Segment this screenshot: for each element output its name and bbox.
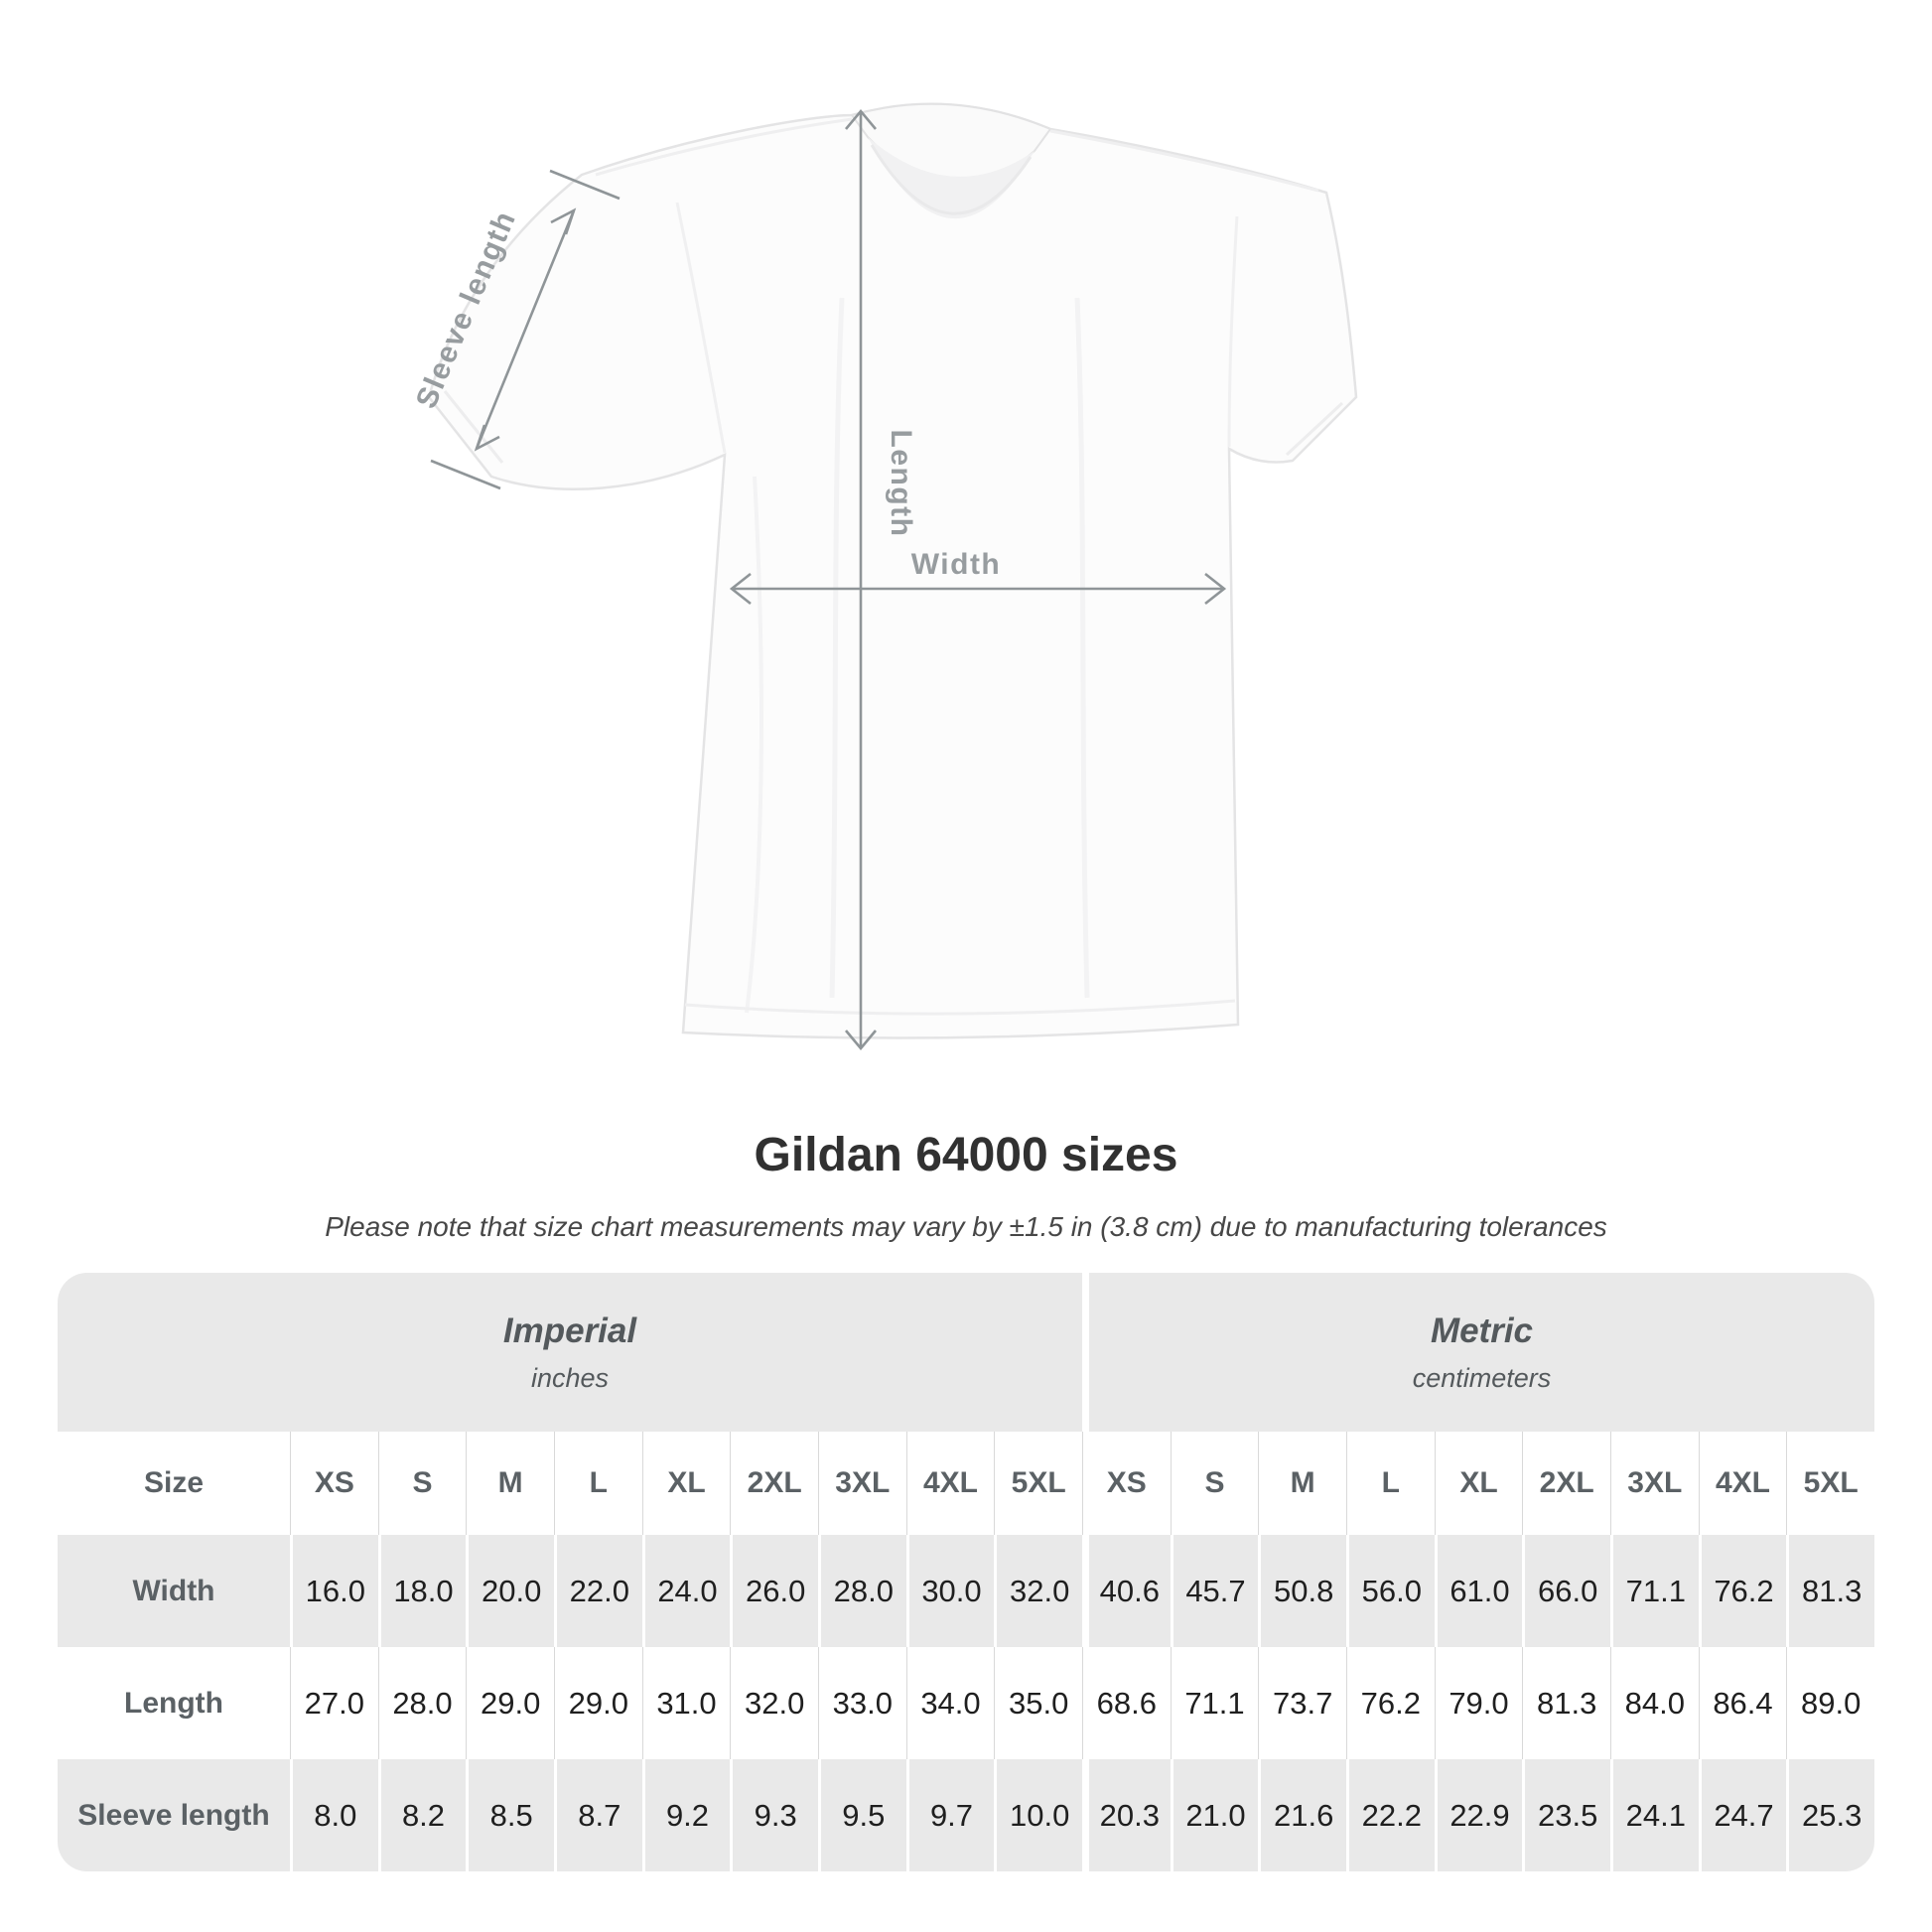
size-header-cell: M xyxy=(466,1432,554,1535)
imperial-section-unit: inches xyxy=(530,1362,610,1393)
value-cell: 73.7 xyxy=(1258,1647,1346,1759)
imperial-section-title: Imperial xyxy=(502,1311,637,1350)
value-cell: 22.2 xyxy=(1346,1759,1435,1871)
value-cell: 84.0 xyxy=(1610,1647,1699,1759)
size-header-cell: XS xyxy=(290,1432,378,1535)
value-cell: 21.0 xyxy=(1171,1759,1259,1871)
value-cell: 9.2 xyxy=(642,1759,731,1871)
value-cell: 89.0 xyxy=(1786,1647,1874,1759)
value-cell: 66.0 xyxy=(1522,1535,1610,1647)
value-cell: 86.4 xyxy=(1699,1647,1787,1759)
value-cell: 22.9 xyxy=(1435,1759,1523,1871)
value-cell: 8.5 xyxy=(466,1759,554,1871)
length-label: Length xyxy=(885,429,917,538)
value-cell: 71.1 xyxy=(1610,1535,1699,1647)
row-label: Length xyxy=(58,1647,290,1759)
value-cell: 20.0 xyxy=(466,1535,554,1647)
value-cell: 24.1 xyxy=(1610,1759,1699,1871)
tolerance-note: Please note that size chart measurements may vary by ±1.5 in (3.8 cm) due to manufacturing tolerances xyxy=(325,1211,1607,1242)
value-cell: 50.8 xyxy=(1258,1535,1346,1647)
value-cell: 45.7 xyxy=(1171,1535,1259,1647)
value-cell: 23.5 xyxy=(1522,1759,1610,1871)
value-cell: 18.0 xyxy=(378,1535,467,1647)
row-label: Width xyxy=(58,1535,290,1647)
value-cell: 32.0 xyxy=(994,1535,1082,1647)
value-cell: 33.0 xyxy=(818,1647,906,1759)
value-cell: 8.7 xyxy=(554,1759,642,1871)
value-cell: 25.3 xyxy=(1786,1759,1874,1871)
value-cell: 56.0 xyxy=(1346,1535,1435,1647)
size-header-cell: L xyxy=(554,1432,642,1535)
value-cell: 26.0 xyxy=(730,1535,818,1647)
size-header-cell: 5XL xyxy=(1786,1432,1874,1535)
size-header-cell: 2XL xyxy=(1522,1432,1610,1535)
value-cell: 21.6 xyxy=(1258,1759,1346,1871)
size-header-cell: 3XL xyxy=(818,1432,906,1535)
size-header-cell: 4XL xyxy=(1699,1432,1787,1535)
value-cell: 79.0 xyxy=(1435,1647,1523,1759)
value-cell: 8.0 xyxy=(290,1759,378,1871)
size-header-cell: S xyxy=(378,1432,467,1535)
row-label: Sleeve length xyxy=(58,1759,290,1871)
size-header-cell: L xyxy=(1346,1432,1435,1535)
value-cell: 24.7 xyxy=(1699,1759,1787,1871)
size-header-cell: XL xyxy=(642,1432,731,1535)
value-cell: 29.0 xyxy=(466,1647,554,1759)
value-cell: 76.2 xyxy=(1699,1535,1787,1647)
size-column-header: Size xyxy=(58,1432,290,1535)
imperial-section-header xyxy=(58,1273,1082,1432)
size-header-cell: 5XL xyxy=(994,1432,1082,1535)
page-title: Gildan 64000 sizes xyxy=(754,1129,1178,1181)
metric-section-header xyxy=(1082,1273,1874,1432)
value-cell: 16.0 xyxy=(290,1535,378,1647)
value-cell: 29.0 xyxy=(554,1647,642,1759)
size-header-cell: 2XL xyxy=(730,1432,818,1535)
size-table xyxy=(58,1273,1874,1871)
size-header-cell: 4XL xyxy=(906,1432,995,1535)
value-cell: 40.6 xyxy=(1082,1535,1171,1647)
value-cell: 9.5 xyxy=(818,1759,906,1871)
value-cell: 31.0 xyxy=(642,1647,731,1759)
width-label: Width xyxy=(910,548,1002,581)
metric-section-unit: centimeters xyxy=(1412,1362,1552,1393)
value-cell: 28.0 xyxy=(818,1535,906,1647)
value-cell: 35.0 xyxy=(994,1647,1082,1759)
size-header-cell: XL xyxy=(1435,1432,1523,1535)
size-header-cell: 3XL xyxy=(1610,1432,1699,1535)
value-cell: 9.7 xyxy=(906,1759,995,1871)
value-cell: 27.0 xyxy=(290,1647,378,1759)
value-cell: 24.0 xyxy=(642,1535,731,1647)
value-cell: 20.3 xyxy=(1082,1759,1171,1871)
value-cell: 76.2 xyxy=(1346,1647,1435,1759)
value-cell: 22.0 xyxy=(554,1535,642,1647)
tshirt-silhouette xyxy=(429,104,1356,1038)
metric-section-title: Metric xyxy=(1430,1311,1534,1350)
value-cell: 34.0 xyxy=(906,1647,995,1759)
value-cell: 32.0 xyxy=(730,1647,818,1759)
size-header-cell: S xyxy=(1171,1432,1259,1535)
value-cell: 61.0 xyxy=(1435,1535,1523,1647)
size-header-cell: M xyxy=(1258,1432,1346,1535)
value-cell: 81.3 xyxy=(1522,1647,1610,1759)
sleeve-length-label: Sleeve length xyxy=(409,206,523,414)
value-cell: 30.0 xyxy=(906,1535,995,1647)
value-cell: 9.3 xyxy=(730,1759,818,1871)
value-cell: 68.6 xyxy=(1082,1647,1171,1759)
value-cell: 81.3 xyxy=(1786,1535,1874,1647)
size-header-cell: XS xyxy=(1082,1432,1171,1535)
value-cell: 8.2 xyxy=(378,1759,467,1871)
value-cell: 10.0 xyxy=(994,1759,1082,1871)
value-cell: 28.0 xyxy=(378,1647,467,1759)
value-cell: 71.1 xyxy=(1171,1647,1259,1759)
